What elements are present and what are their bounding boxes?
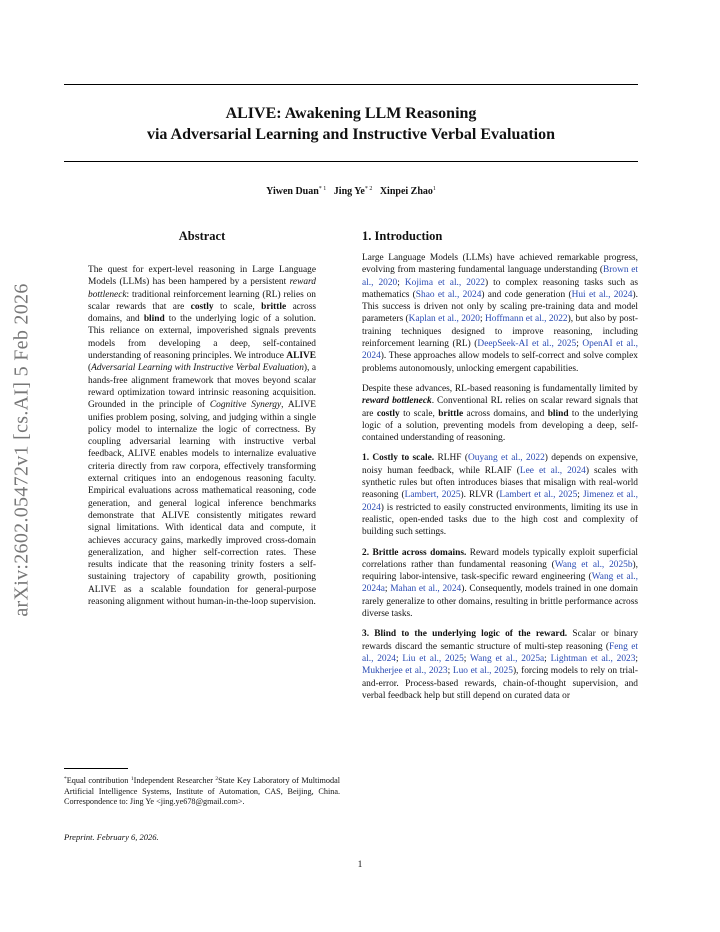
citation-link[interactable]: Shao et al., 2024 — [415, 289, 482, 300]
arxiv-side-stamp — [6, 0, 38, 932]
right-column — [362, 228, 638, 710]
citation-link[interactable]: Feng et al., 2024 — [362, 641, 638, 664]
affiliation-footnote: *Equal contribution $^1$Independent Researcher $^2$State Key Laboratory of Multimodal Artificial Intelligence Systems, Institute of Automation, CAS, Beijing, China. Correspondence to: Jing Ye <jing.ye678@gmail.com>. — [64, 776, 340, 807]
citation-link[interactable]: DeepSeek-AI et al., 2025 — [477, 339, 577, 350]
left-column — [88, 228, 316, 608]
arxiv-identifier: arXiv:2602.05472v1 [cs.AI] 5 Feb 2026 — [10, 283, 33, 617]
footnote-rule — [64, 768, 128, 769]
citation-link[interactable]: Ouyang et al., 2022 — [467, 453, 545, 464]
title-line-2: via Adversarial Learning and Instructive Verbal Evaluation — [146, 126, 556, 143]
introduction-heading: 1. Introduction — [362, 229, 443, 243]
citation-link[interactable]: Lambert et al., 2025 — [499, 490, 578, 501]
citation-link[interactable]: Kojima et al., 2022 — [404, 277, 485, 288]
intro-paragraph: Large Language Models (LLMs) have achieved remarkable progress, evolving from mastering fundamental language understanding (Brown et al., 2020; Kojima et al., 2022) to complex reasoning tasks such as mathematics (Shao et al., 2024) and code generation (Hui et al., 2024). This success is driven not only by scaling pre-training data and model parameters (Kaplan et al., 2020; Hoffmann et al., 2022), but also by post-training techniques designed to improve reasoning, including reinforcement learning (RL) (DeepSeek-AI et al., 2025; OpenAI et al., 2024). These approaches allow models to self-correct and solve complex problems autonomously, unlocking emergent capabilities. — [362, 253, 638, 374]
title-top-rule — [64, 84, 638, 85]
citation-link[interactable]: OpenAI et al., 2024 — [362, 339, 638, 362]
introduction-body — [362, 252, 638, 702]
page-number: 1 — [357, 860, 363, 870]
author: Xinpei Zhao$^1$ — [379, 186, 436, 197]
intro-paragraph: 2. Brittle across domains. Reward models typically exploit superficial correlations rather than fundamental reasoning (Wang et al., 2025b), requiring labor-intensive, task-specific reward engineering (Wang et al., 2024a; Mahan et al., 2024). Consequently, models trained in one domain rarely generalize to other domains, resulting in brittle performance across diverse tasks. — [362, 547, 638, 620]
author-list — [64, 186, 638, 197]
intro-paragraph: 3. Blind to the underlying logic of the reward. Scalar or binary rewards discard the semantic structure of multi-step reasoning (Feng et al., 2024; Liu et al., 2025; Wang et al., 2025a; Lightman et al., 2023; Mukherjee et al., 2023; Luo et al., 2025), forcing models to rely on trial-and-error. Process-based rewards, chain-of-thought supervision, and verbal feedback help but still depend on curated data or — [362, 629, 639, 701]
citation-link[interactable]: Lightman et al., 2023 — [550, 653, 636, 664]
abstract-body: The quest for expert-level reasoning in Large Language Models (LLMs) has been hampered by a persistent reward bottleneck: traditional reinforcement learning (RL) relies on scalar rewards that are costly to scale, brittle across domains, and blind to the underlying logic of a solution. This reliance on external, impoverished signals prevents models from developing a deep, self-contained understanding of reasoning principles. We introduce ALIVE (Adversarial Learning with Instructive Verbal Evaluation), a hands-free alignment framework that moves beyond scalar reward optimization toward intrinsic reasoning acquisition. Grounded in the principle of Cognitive Synergy, ALIVE unifies problem posing, solving, and judging within a single policy model to internalize the logic of correctness. By coupling adversarial learning with instructive verbal feedback, ALIVE enables models to internalize evaluative criteria directly from raw corpora, effectively transforming external critiques into an endogenous reasoning faculty. Empirical evaluations across mathematical reasoning, code generation, and general logical inference benchmarks demonstrate that ALIVE consistently mitigates reward signal limitations. With identical data and compute, it achieves accuracy gains, markedly improved cross-domain generalization, and higher self-correction rates. These results indicate that the reasoning trinity fosters a self-sustaining trajectory of capability growth, positioning ALIVE as a scalable foundation for general-purpose reasoning alignment without human-in-the-loop supervision. — [88, 265, 317, 608]
citation-link[interactable]: Mahan et al., 2024 — [390, 584, 462, 595]
citation-link[interactable]: Luo et al., 2025 — [452, 666, 513, 677]
citation-link[interactable]: Brown et al., 2020 — [362, 265, 638, 288]
citation-link[interactable]: Wang et al., 2025b — [554, 559, 633, 570]
intro-paragraph: 1. Costly to scale. RLHF (Ouyang et al., 2022) depends on expensive, noisy human feedback, while RLAIF (Lee et al., 2024) scales with synthetic rules but often introduces biases that misalign with real-world reasoning (Lambert, 2025). RLVR (Lambert et al., 2025; Jimenez et al., 2024) is restricted to easily constructed environments, limiting its use in realistic, open-ended tasks due to the high cost and complexity of building such settings. — [362, 453, 638, 538]
citation-link[interactable]: Kaplan et al., 2020 — [408, 314, 480, 325]
preprint-date: Preprint. February 6, 2026. — [64, 832, 159, 842]
citation-link[interactable]: Hoffmann et al., 2022 — [485, 314, 568, 325]
title-bottom-rule — [64, 161, 638, 162]
citation-link[interactable]: Mukherjee et al., 2023 — [362, 666, 448, 677]
citation-link[interactable]: Lee et al., 2024 — [519, 465, 586, 476]
paper-title — [64, 103, 638, 145]
citation-link[interactable]: Hui et al., 2024 — [571, 289, 633, 300]
intro-paragraph: Despite these advances, RL-based reasoning is fundamentally limited by reward bottleneck. Conventional RL relies on scalar reward signals that are costly to scale, brittle across domains, and blind to the underlying logic of a solution, preventing models from developing a deep, self-contained understanding of reasoning. — [362, 383, 638, 444]
abstract-heading: Abstract — [178, 229, 226, 243]
citation-link[interactable]: Lambert, 2025 — [404, 490, 461, 501]
citation-link[interactable]: Jimenez et al., 2024 — [362, 490, 638, 513]
citation-link[interactable]: Wang et al., 2025a — [470, 653, 545, 664]
title-line-1: ALIVE: Awakening LLM Reasoning — [225, 105, 477, 122]
author: Yiwen Duan$^{* 1}$ — [266, 186, 327, 197]
citation-link[interactable]: Liu et al., 2025 — [402, 653, 464, 664]
citation-link[interactable]: Wang et al., 2024a — [362, 572, 638, 595]
author: Jing Ye$^{* 2}$ — [333, 186, 373, 197]
